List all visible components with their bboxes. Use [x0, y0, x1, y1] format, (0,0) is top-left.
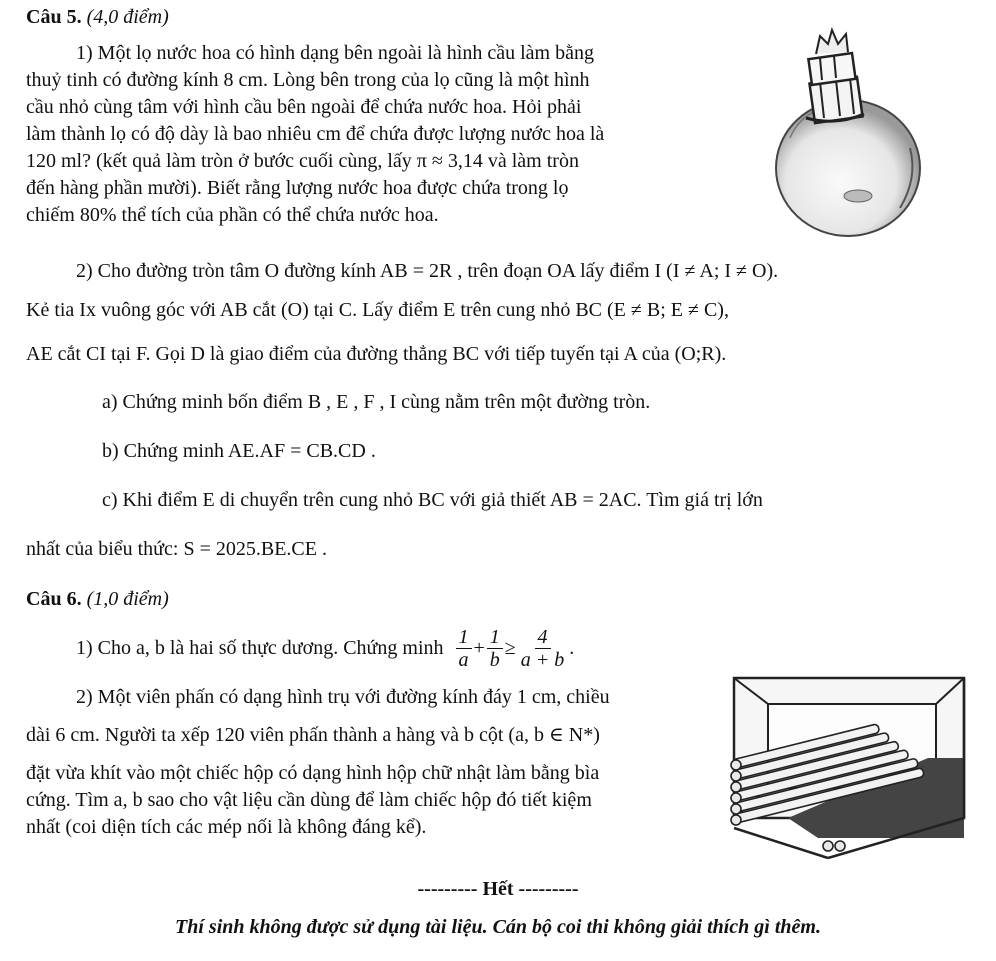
q6-part-1 — [76, 626, 574, 671]
end-mark: --------- Hết --------- — [417, 878, 579, 900]
q5-p1-line-4: làm thành lọ có độ dày là bao nhiêu cm để chứa được lượng nước hoa là — [26, 123, 605, 145]
fraction-3-numerator: 4 — [535, 626, 551, 649]
q5-p1-line-3: cầu nhỏ cùng tâm với hình cầu bên ngoài để chứa nước hoa. Hỏi phải — [26, 96, 582, 118]
q5-p1-line-6: đến hàng phần mười). Biết rằng lượng nước hoa được chứa trong lọ — [26, 177, 569, 199]
fraction-4-over-a-plus-b — [518, 626, 568, 671]
question-6-points: (1,0 điểm) — [86, 588, 169, 610]
fraction-1-over-b — [487, 626, 503, 671]
fraction-2-denominator: b — [489, 649, 500, 671]
q6-p2-line-2: dài 6 cm. Người ta xếp 120 viên phấn thành a hàng và b cột (a, b ∈ N*) — [26, 724, 600, 746]
q5-p1-line-2: thuỷ tinh có đường kính 8 cm. Lòng bên trong của lọ cũng là một hình — [26, 69, 590, 91]
fraction-1-denominator: a — [458, 649, 469, 671]
q5-part-c-line-1: c) Khi điểm E di chuyển trên cung nhỏ BC với giả thiết AB = 2AC. Tìm giá trị lớn — [102, 489, 763, 511]
perfume-bottle-illustration — [760, 18, 930, 238]
q5-p2-line-1: 2) Cho đường tròn tâm O đường kính AB = 2R , trên đoạn OA lấy điểm I (I ≠ A; I ≠ O). — [76, 260, 779, 282]
q6-p1-text: 1) Cho a, b là hai số thực dương. Chứng minh — [76, 637, 444, 659]
q5-p1-line-7: chiếm 80% thể tích của phần có thể chứa nước hoa. — [26, 204, 439, 226]
q5-part-c-line-2: nhất của biểu thức: S = 2025.BE.CE . — [26, 538, 327, 560]
question-6-label: Câu 6. — [26, 588, 82, 610]
geq-sign: ≥ — [504, 637, 516, 659]
question-5-points: (4,0 điểm) — [86, 6, 169, 28]
q5-p1-line-1: 1) Một lọ nước hoa có hình dạng bên ngoài là hình cầu làm bằng — [76, 42, 594, 64]
q6-p2-line-5: nhất (coi diện tích các mép nối là không đáng kể). — [26, 816, 427, 838]
q6-p2-line-4: cứng. Tìm a, b sao cho vật liệu cần dùng để làm chiếc hộp đó tiết kiệm — [26, 789, 592, 811]
question-6-header — [26, 588, 169, 611]
q6-p2-line-3: đặt vừa khít vào một chiếc hộp có dạng hình hộp chữ nhật làm bằng bìa — [26, 762, 600, 784]
q5-p1-line-5: 120 ml? (kết quả làm tròn ở bước cuối cùng, lấy π ≈ 3,14 và làm tròn — [26, 150, 579, 172]
plus-sign: + — [473, 637, 485, 659]
period: . — [569, 637, 575, 659]
q5-part-b: b) Chứng minh AE.AF = CB.CD . — [102, 440, 376, 462]
fraction-2-numerator: 1 — [487, 626, 503, 649]
question-5-label: Câu 5. — [26, 6, 82, 28]
fraction-3-denominator: a + b — [520, 649, 565, 671]
chalk-box-illustration — [728, 668, 978, 868]
fraction-1-numerator: 1 — [456, 626, 472, 649]
q6-p2-line-1: 2) Một viên phấn có dạng hình trụ với đường kính đáy 1 cm, chiều — [76, 686, 610, 708]
q5-p2-line-2: Kẻ tia Ix vuông góc với AB cắt (O) tại C. Lấy điểm E trên cung nhỏ BC (E ≠ B; E ≠ C), — [26, 299, 729, 321]
question-5-header — [26, 6, 169, 29]
q5-part-a: a) Chứng minh bốn điểm B , E , F , I cùng nằm trên một đường tròn. — [102, 391, 651, 413]
fraction-1-over-a — [456, 626, 472, 671]
footer-note: Thí sinh không được sử dụng tài liệu. Cán bộ coi thi không giải thích gì thêm. — [175, 916, 821, 938]
q5-p2-line-3: AE cắt CI tại F. Gọi D là giao điểm của đường thẳng BC với tiếp tuyến tại A của (O;R). — [26, 343, 727, 365]
